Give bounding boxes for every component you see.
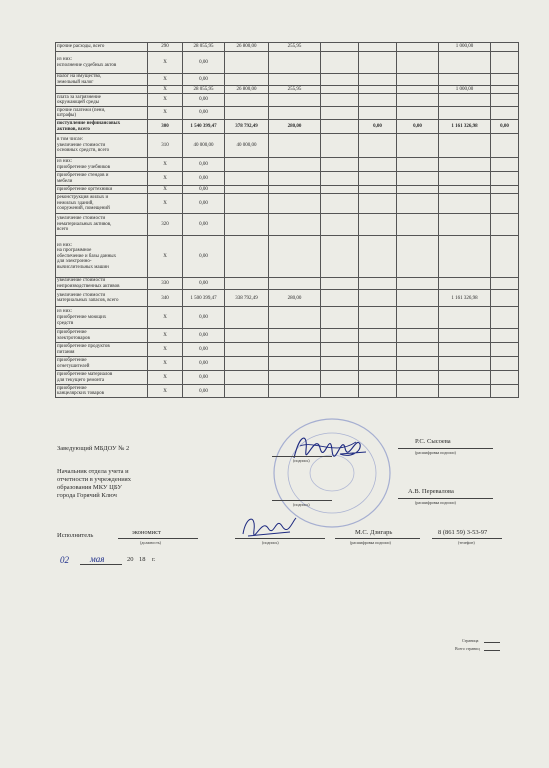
value-cell (491, 385, 519, 398)
value-cell (225, 278, 269, 290)
value-cell (269, 107, 321, 120)
head-signature-line (272, 456, 332, 457)
row-code: 330 (148, 278, 183, 290)
table-row (56, 52, 519, 74)
value-cell (397, 214, 439, 236)
value-cell (359, 357, 397, 371)
value-cell (491, 278, 519, 290)
value-cell (439, 186, 491, 194)
value-cell (269, 307, 321, 329)
value-cell (491, 290, 519, 307)
value-cell (321, 120, 359, 134)
value-cell (321, 86, 359, 94)
value-cell (359, 214, 397, 236)
value-cell (321, 343, 359, 357)
value-cell (397, 186, 439, 194)
financial-table (55, 42, 519, 398)
value-cell (439, 158, 491, 172)
row-label: приобретение материалов для текущего ремонта (56, 371, 148, 385)
table-row (56, 371, 519, 385)
value-cell: 378 792,49 (225, 120, 269, 134)
value-cell (225, 343, 269, 357)
table-row (56, 74, 519, 86)
value-cell (491, 307, 519, 329)
row-label: из них: исполнение судебных актов (56, 52, 148, 74)
executor-signature-line (235, 538, 325, 539)
value-cell (359, 385, 397, 398)
chief-title-line4: города Горячий Ключ (57, 492, 117, 499)
row-code: 340 (148, 290, 183, 307)
value-cell (397, 194, 439, 214)
value-cell (269, 214, 321, 236)
chief-name: А.В. Перевалова (408, 488, 454, 495)
table-row (56, 107, 519, 120)
value-cell: 40 000,00 (183, 134, 225, 158)
value-cell: 1 000,00 (439, 86, 491, 94)
row-code: Х (148, 94, 183, 107)
value-cell (269, 236, 321, 278)
value-cell (397, 236, 439, 278)
value-cell: 0,00 (183, 186, 225, 194)
value-cell: 0,00 (183, 307, 225, 329)
row-code: Х (148, 158, 183, 172)
row-label: увеличение стоимости непроизводственных активов (56, 278, 148, 290)
value-cell (269, 385, 321, 398)
row-label: налог на имущество, земельный налог (56, 74, 148, 86)
value-cell (491, 357, 519, 371)
value-cell (225, 94, 269, 107)
value-cell (321, 278, 359, 290)
value-cell: 28 055,95 (183, 43, 225, 52)
value-cell (269, 343, 321, 357)
value-cell (269, 278, 321, 290)
chief-title-line2: отчетности в учреждениях (57, 476, 131, 483)
value-cell (439, 214, 491, 236)
value-cell (359, 278, 397, 290)
value-cell (225, 158, 269, 172)
date-month-line (80, 564, 122, 565)
executor-name-caption: (расшифровка подписи) (350, 540, 391, 545)
value-cell: 0,00 (183, 385, 225, 398)
value-cell (397, 74, 439, 86)
value-cell (439, 107, 491, 120)
value-cell (225, 172, 269, 186)
page-label: Страница (462, 638, 479, 643)
row-code: Х (148, 172, 183, 186)
value-cell: 0,00 (183, 329, 225, 343)
value-cell (269, 371, 321, 385)
value-cell (321, 134, 359, 158)
value-cell (321, 290, 359, 307)
value-cell (397, 86, 439, 94)
value-cell (359, 134, 397, 158)
value-cell (491, 343, 519, 357)
value-cell (359, 371, 397, 385)
value-cell (439, 74, 491, 86)
table-row (56, 278, 519, 290)
value-cell (359, 307, 397, 329)
table-row (56, 94, 519, 107)
value-cell (397, 329, 439, 343)
date-year: 18 (139, 556, 146, 563)
row-code: 310 (148, 134, 183, 158)
value-cell: 40 000,00 (225, 134, 269, 158)
value-cell (321, 357, 359, 371)
value-cell (321, 329, 359, 343)
value-cell (397, 107, 439, 120)
executor-position-line (118, 538, 198, 539)
value-cell: 1 540 399,47 (183, 120, 225, 134)
table-row (56, 43, 519, 52)
value-cell (439, 357, 491, 371)
value-cell (321, 107, 359, 120)
value-cell (439, 385, 491, 398)
value-cell: 1 500 399,47 (183, 290, 225, 307)
value-cell (269, 134, 321, 158)
value-cell (269, 186, 321, 194)
value-cell (321, 172, 359, 186)
date-day: 02 (60, 555, 69, 565)
row-label: приобретение канцелярских товаров (56, 385, 148, 398)
value-cell (321, 236, 359, 278)
row-label: приобретение продуктов питания (56, 343, 148, 357)
value-cell (491, 186, 519, 194)
value-cell (397, 94, 439, 107)
row-code: Х (148, 86, 183, 94)
chief-title-line1: Начальник отдела учета и (57, 468, 129, 475)
value-cell (397, 357, 439, 371)
value-cell (321, 371, 359, 385)
value-cell (225, 194, 269, 214)
value-cell (439, 194, 491, 214)
value-cell (359, 43, 397, 52)
row-code: 320 (148, 214, 183, 236)
value-cell (439, 94, 491, 107)
value-cell (439, 172, 491, 186)
value-cell (321, 43, 359, 52)
executor-phone: 8 (861 59) 3-53-97 (438, 529, 488, 536)
value-cell (397, 343, 439, 357)
table-row (56, 357, 519, 371)
chief-name-caption: (расшифровка подписи) (415, 500, 456, 505)
signature-caption: (подпись) (293, 502, 310, 507)
value-cell: 1 161 326,98 (439, 290, 491, 307)
value-cell (359, 94, 397, 107)
row-label: увеличение стоимости нематериальных активов, всего (56, 214, 148, 236)
row-label: прочие платежи (пени, штрафы) (56, 107, 148, 120)
value-cell (491, 214, 519, 236)
executor-label: Исполнитель (57, 532, 94, 539)
value-cell: 255,95 (269, 86, 321, 94)
value-cell (491, 52, 519, 74)
row-label: приобретение электротоваров (56, 329, 148, 343)
value-cell (491, 329, 519, 343)
signature-caption: (подпись) (293, 458, 310, 463)
row-code: 300 (148, 120, 183, 134)
position-caption: (должность) (140, 540, 161, 545)
row-label: из них: приобретение моющих средств (56, 307, 148, 329)
value-cell (321, 52, 359, 74)
value-cell (225, 107, 269, 120)
value-cell (397, 307, 439, 329)
table-row (56, 385, 519, 398)
row-label: из них: на программное обеспечение и базы данных для электронно- вычислительных машин (56, 236, 148, 278)
head-title: Заведующий МБДОУ № 2 (57, 445, 130, 452)
value-cell: 0,00 (491, 120, 519, 134)
value-cell: 0,00 (183, 52, 225, 74)
table-row (56, 134, 519, 158)
value-cell: 0,00 (183, 194, 225, 214)
value-cell: 26 800,00 (225, 86, 269, 94)
value-cell (439, 134, 491, 158)
row-label: в том числе: увеличение стоимости основных средств, всего (56, 134, 148, 158)
value-cell: 0,00 (183, 214, 225, 236)
value-cell: 0,00 (183, 107, 225, 120)
value-cell (225, 357, 269, 371)
value-cell: 338 792,49 (225, 290, 269, 307)
value-cell: 28 055,95 (183, 86, 225, 94)
row-label: прочие расходы, всего (56, 43, 148, 52)
page-number-line (484, 642, 500, 643)
value-cell (397, 385, 439, 398)
table-row (56, 214, 519, 236)
value-cell (359, 329, 397, 343)
table-row (56, 290, 519, 307)
total-pages-label: Всего страниц (455, 646, 480, 651)
value-cell (397, 172, 439, 186)
value-cell: 0,00 (359, 120, 397, 134)
value-cell (269, 74, 321, 86)
row-label: плата за загрязнение окружающей среды (56, 94, 148, 107)
value-cell (359, 86, 397, 94)
row-label: приобретение стендов и мебели (56, 172, 148, 186)
value-cell (397, 290, 439, 307)
value-cell (439, 329, 491, 343)
value-cell (225, 74, 269, 86)
executor-position: экономист (132, 529, 161, 536)
executor-name-line (335, 538, 420, 539)
value-cell: 0,00 (397, 120, 439, 134)
value-cell (359, 343, 397, 357)
row-code: Х (148, 74, 183, 86)
value-cell: 0,00 (183, 371, 225, 385)
row-code: Х (148, 357, 183, 371)
value-cell (359, 107, 397, 120)
value-cell (225, 186, 269, 194)
table-row (56, 236, 519, 278)
table-row (56, 120, 519, 134)
row-label: из них: приобретение учебников (56, 158, 148, 172)
value-cell (359, 236, 397, 278)
value-cell (269, 329, 321, 343)
chief-title-line3: образования МКУ ЦБУ (57, 484, 122, 491)
value-cell: 0,00 (183, 278, 225, 290)
phone-caption: (телефон) (458, 540, 475, 545)
row-code: Х (148, 236, 183, 278)
value-cell: 280,00 (269, 120, 321, 134)
value-cell: 255,95 (269, 43, 321, 52)
row-code: Х (148, 194, 183, 214)
value-cell (491, 158, 519, 172)
table-row (56, 86, 519, 94)
value-cell (439, 343, 491, 357)
value-cell (491, 371, 519, 385)
chief-name-line (398, 498, 493, 499)
value-cell (225, 214, 269, 236)
head-name: Р.С. Сысоева (415, 438, 451, 445)
value-cell (321, 158, 359, 172)
value-cell (491, 172, 519, 186)
value-cell: 0,00 (183, 236, 225, 278)
value-cell: 0,00 (183, 74, 225, 86)
row-code: Х (148, 329, 183, 343)
value-cell (491, 107, 519, 120)
row-label (56, 86, 148, 94)
value-cell (397, 371, 439, 385)
value-cell (321, 194, 359, 214)
value-cell (225, 371, 269, 385)
value-cell: 26 800,00 (225, 43, 269, 52)
value-cell (397, 52, 439, 74)
value-cell (321, 214, 359, 236)
value-cell (439, 278, 491, 290)
table-row (56, 158, 519, 172)
row-label: реконструкция жилых и нежилых зданий, сооружений, помещений (56, 194, 148, 214)
row-code: Х (148, 371, 183, 385)
table-row (56, 329, 519, 343)
value-cell (397, 278, 439, 290)
chief-signature-line (272, 500, 332, 501)
value-cell: 0,00 (183, 158, 225, 172)
value-cell (359, 172, 397, 186)
row-label: поступление нефинансовых активов, всего (56, 120, 148, 134)
row-code: Х (148, 107, 183, 120)
value-cell (397, 43, 439, 52)
phone-line (432, 538, 502, 539)
total-pages-line (484, 650, 500, 651)
value-cell (359, 186, 397, 194)
value-cell (269, 357, 321, 371)
table-row (56, 307, 519, 329)
value-cell (491, 194, 519, 214)
value-cell (321, 74, 359, 86)
row-label: увеличение стоимости материальных запасов, всего (56, 290, 148, 307)
value-cell (225, 52, 269, 74)
value-cell: 1 000,00 (439, 43, 491, 52)
value-cell (321, 94, 359, 107)
value-cell (269, 94, 321, 107)
row-code: Х (148, 343, 183, 357)
value-cell (397, 134, 439, 158)
row-code: 290 (148, 43, 183, 52)
value-cell (439, 236, 491, 278)
value-cell (269, 158, 321, 172)
value-cell (225, 236, 269, 278)
value-cell: 0,00 (183, 94, 225, 107)
value-cell (359, 52, 397, 74)
value-cell (321, 186, 359, 194)
row-label: приобретение оргтехники (56, 186, 148, 194)
table-row (56, 186, 519, 194)
value-cell: 0,00 (183, 172, 225, 186)
row-code: Х (148, 307, 183, 329)
head-name-caption: (расшифровка подписи) (415, 450, 456, 455)
value-cell (225, 329, 269, 343)
table-row (56, 172, 519, 186)
value-cell (439, 371, 491, 385)
value-cell (321, 307, 359, 329)
value-cell: 0,00 (183, 343, 225, 357)
value-cell: 280,00 (269, 290, 321, 307)
value-cell (321, 385, 359, 398)
value-cell (491, 86, 519, 94)
value-cell (269, 172, 321, 186)
value-cell (439, 52, 491, 74)
value-cell (225, 385, 269, 398)
value-cell (225, 307, 269, 329)
value-cell (491, 43, 519, 52)
table-row (56, 194, 519, 214)
row-code: Х (148, 385, 183, 398)
value-cell (439, 307, 491, 329)
value-cell (359, 74, 397, 86)
head-name-line (398, 448, 493, 449)
value-cell (491, 74, 519, 86)
value-cell (491, 236, 519, 278)
value-cell (359, 158, 397, 172)
row-label: приобретение огнетушителей (56, 357, 148, 371)
row-code: Х (148, 186, 183, 194)
date-suffix: г. (152, 556, 156, 563)
date-month: мая (90, 554, 105, 564)
value-cell (269, 194, 321, 214)
value-cell (269, 52, 321, 74)
signature-caption: (подпись) (262, 540, 279, 545)
table-body (56, 43, 519, 398)
row-code: Х (148, 52, 183, 74)
table-row (56, 343, 519, 357)
date-year-prefix: 20 (127, 556, 134, 563)
value-cell (491, 94, 519, 107)
value-cell (397, 158, 439, 172)
executor-name: М.С. Дзигарь (355, 529, 393, 536)
value-cell (359, 290, 397, 307)
value-cell: 0,00 (183, 357, 225, 371)
value-cell: 1 161 326,98 (439, 120, 491, 134)
value-cell (359, 194, 397, 214)
value-cell (491, 134, 519, 158)
